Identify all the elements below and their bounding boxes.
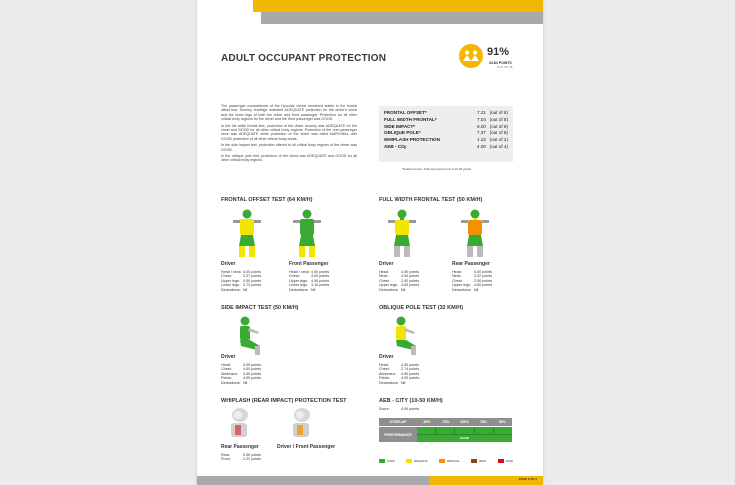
summary-row: OBLIQUE POLE* 7.37 (out of 8)	[384, 130, 508, 136]
legend-item: WEAK	[471, 458, 486, 464]
score-summary-box	[379, 106, 513, 162]
legend-swatch-good	[379, 459, 385, 463]
summary-row: WHIPLASH PROTECTION 1.22 (out of 2)	[384, 137, 508, 143]
frontal-offset-heading: FRONTAL OFFSET TEST (64 KM/H)	[221, 197, 313, 203]
full-width-passenger-label: Rear Passenger	[452, 261, 490, 267]
legend-item: GOOD	[379, 458, 395, 464]
oblique-pole-driver-dummy-icon	[383, 316, 423, 356]
full-width-driver-results: Head: 4.00 points Neck: 4.00 points Chest: 2.92 points Upper legs: 4.00 points Deductions: Nil	[379, 270, 420, 292]
legend-swatch-weak	[471, 459, 477, 463]
aeb-heading: AEB - CITY (10-50 KM/H)	[379, 398, 443, 404]
aeb-performance-label: PERFORMANCE	[379, 427, 417, 442]
page-number: PAGE 2 OF 5	[518, 477, 537, 481]
report-page	[197, 0, 543, 485]
page-title: ADULT OCCUPANT PROTECTION	[221, 53, 387, 64]
full-width-heading: FULL WIDTH FRONTAL TEST (50 KM/H)	[379, 197, 483, 203]
header-yellow-bar	[253, 0, 543, 12]
legend-swatch-adequate	[406, 459, 412, 463]
summary-row: FULL WIDTH FRONTAL* 7.04 (out of 8)	[384, 116, 508, 122]
oblique-pole-heading: OBLIQUE POLE TEST (32 KM/H)	[379, 305, 464, 311]
side-impact-driver-dummy-icon	[227, 316, 267, 356]
description	[221, 104, 357, 165]
legend-item: POOR	[498, 458, 513, 464]
summary-row: SIDE IMPACT* 8.00 (out of 8)	[384, 123, 508, 129]
full-width-rear-passenger-dummy-icon	[455, 208, 495, 258]
description-paragraph: In the full width frontal test, protection of the driver dummy was ADEQUATE for the chest and GOOD for all other critical body regions. Protection of the rear passenger neck was ADEQUATE while protection of the chest was rated MARGINAL with GOOD protection of all other critical body areas.	[221, 123, 357, 141]
frontal-offset-driver-results: Head / neck: 4.00 points Chest: 3.27 points Upper legs: 4.00 points Lower legs: 3.73 points Deductions: Nil	[221, 270, 262, 292]
header-gray-bar	[261, 12, 543, 24]
frontal-offset-driver-dummy-icon	[227, 208, 267, 258]
legend-swatch-poor	[498, 459, 504, 463]
score-sub: OUT OF 38	[497, 65, 513, 69]
aeb-performance-grid	[417, 427, 512, 442]
whiplash-front-seat-icon	[287, 407, 317, 439]
frontal-offset-passenger-label: Front Passenger	[289, 261, 329, 267]
full-width-passenger-results: Head: 4.00 points Neck: 3.22 points Chest: 2.00 points Upper legs: 4.00 points Deductions: Nil	[452, 270, 493, 292]
legend-item: MARGINAL	[439, 458, 460, 464]
side-impact-heading: SIDE IMPACT TEST (50 KM/H)	[221, 305, 299, 311]
aeb-performance-value: GOOD	[459, 436, 470, 440]
aeb-overlap-values: -50% -75% 100% 75% 50%	[422, 420, 506, 424]
legend-item: ADEQUATE	[406, 458, 428, 464]
whiplash-front-label: Driver / Front Passenger	[277, 444, 336, 450]
frontal-offset-passenger-dummy-icon	[287, 208, 327, 258]
aeb-overlap-label: OVERLAP	[389, 420, 407, 424]
whiplash-heading: WHIPLASH (REAR IMPACT) PROTECTION TEST	[221, 398, 347, 404]
description-paragraph: In the oblique pole test, protection of the chest was ADEQUATE and GOOD for all other critical body regions.	[221, 154, 357, 163]
whiplash-rear-seat-icon	[225, 407, 255, 439]
full-width-driver-label: Driver	[379, 261, 394, 267]
footer-gray-bar	[197, 476, 429, 485]
rating-legend	[379, 458, 513, 464]
summary-note: *Scaled scores. Total test scored out of 16.00 points.	[402, 167, 472, 171]
oblique-pole-driver-label: Driver	[379, 354, 394, 360]
frontal-offset-passenger-results: Head / neck: 4.00 points Chest: 4.00 points Upper legs: 4.00 points Lower legs: 3.16 points Deductions: Nil	[289, 270, 330, 292]
whiplash-results: Rear: 0.00 points Front: 1.22 points	[221, 453, 262, 462]
aeb-score: Score: 4.00 points	[379, 407, 420, 411]
whiplash-rear-label: Rear Passenger	[221, 444, 259, 450]
summary-row: FRONTAL OFFSET* 7.21 (out of 8)	[384, 110, 508, 115]
score-percent: 91%	[487, 46, 510, 58]
aeb-table	[379, 418, 512, 443]
summary-row: AEB - City 4.00 (out of 4)	[384, 143, 508, 149]
full-width-driver-dummy-icon	[382, 208, 422, 258]
adult-occupant-icon	[459, 44, 483, 68]
frontal-offset-driver-label: Driver	[221, 261, 236, 267]
side-impact-driver-results: Head: 4.00 points Chest: 4.00 points Abdomen: 4.00 points Pelvis: 4.00 points Deductions: Nil	[221, 363, 262, 385]
legend-swatch-marginal	[439, 459, 445, 463]
description-paragraph: The passenger compartment of the Hyundai Venue remained stable in the frontal offset test. Dummy readings indicated ADEQUATE protection for the driver's chest and the lower legs of both the driver and front passenger. Protection for all other critical body regions for the driver and the front passenger was GOOD.	[221, 104, 357, 122]
oblique-pole-driver-results: Head: 4.00 points Chest: 2.74 points Abdomen: 4.00 points Pelvis: 4.00 points Deductions: Nil	[379, 363, 420, 385]
score-points: 34.84 POINTS	[489, 61, 512, 65]
side-impact-driver-label: Driver	[221, 354, 236, 360]
description-paragraph: In the side impact test, protection offered to all critical body regions of the driver was GOOD.	[221, 143, 357, 152]
